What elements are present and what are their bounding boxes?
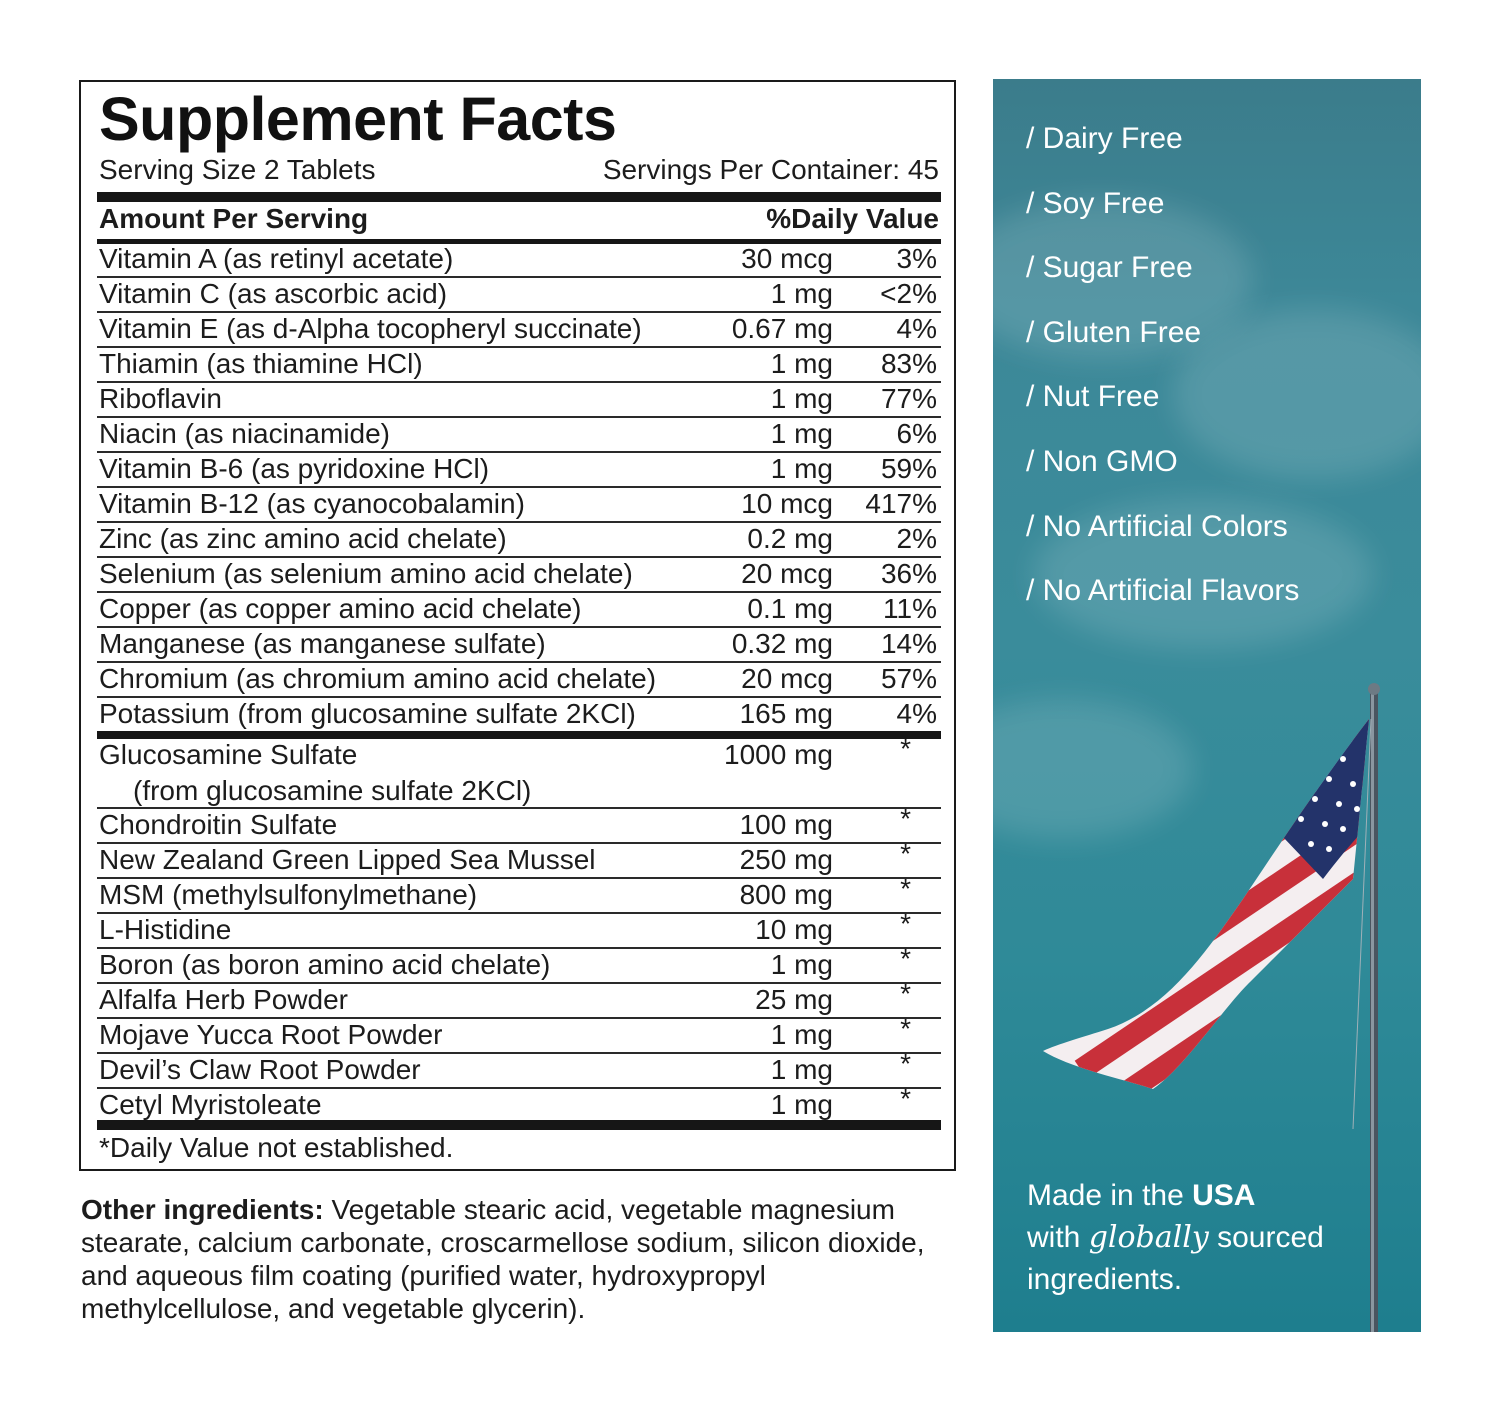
nutrient-name: Selenium (as selenium amino acid chelate) [99,558,633,589]
flag-body [993,621,1421,1152]
ingredient-row [97,1048,941,1089]
ingredient-daily-value: * [900,1083,911,1114]
ingredient-amount: 10 mg [755,914,833,945]
nutrient-amount: 20 mcg [741,663,833,694]
nutrient-row [97,278,941,313]
claim-gluten-free: / Gluten Free [1026,315,1202,349]
nutrient-name: Manganese (as manganese sulfate) [99,628,546,659]
divider-bottom [97,1120,941,1130]
ingredient-daily-value: * [900,943,911,974]
claim-no-artificial-colors: / No Artificial Colors [1026,509,1288,543]
nutrient-name: Potassium (from glucosamine sulfate 2KCl) [99,698,636,729]
nutrient-amount: 1 mg [770,383,833,414]
made-line-3: ingredients. [1027,1263,1183,1296]
nutrient-amount: 1 mg [770,418,833,449]
claim-dairy-free: / Dairy Free [1026,122,1183,155]
ingredient-name: Mojave Yucca Root Powder [99,1019,443,1050]
ingredient-row [97,838,941,879]
ingredient-name: Devil’s Claw Root Powder [99,1054,421,1085]
ingredient-daily-value: * [900,1013,911,1044]
american-flag-image [993,79,1421,1332]
nutrient-amount: 30 mcg [741,243,833,274]
nutrient-name: Riboflavin [99,383,222,414]
made-with: with [1027,1221,1089,1254]
ingredient-amount: 1 mg [770,1089,833,1120]
claim-soy-free: / Soy Free [1026,186,1165,220]
ingredient-row [97,803,941,844]
nutrient-name: Vitamin C (as ascorbic acid) [99,278,448,309]
nutrient-daily-value: 14% [880,628,937,659]
ingredient-name: MSM (methylsulfonylmethane) [99,879,478,910]
nutrient-row [97,488,941,523]
ingredient-row [97,908,941,949]
ingredient-rows [97,733,941,1124]
claim-sugar-free: / Sugar Free [1026,251,1193,285]
ingredient-amount: 100 mg [739,809,833,840]
footnote: *Daily Value not established. [99,1132,454,1163]
ingredient-amount: 800 mg [739,879,833,910]
ingredient-amount: 1000 mg [724,739,833,770]
ingredient-daily-value: * [900,908,911,939]
nutrient-row [97,243,941,278]
made-in-usa-text [1027,1175,1407,1301]
made-usa: USA [1192,1179,1256,1212]
facts-title: Supplement Facts [99,85,617,153]
ingredient-name: Cetyl Myristoleate [99,1089,322,1120]
ingredient-daily-value: * [900,733,911,764]
ingredient-amount: 25 mg [755,984,833,1015]
other-ingredients-label: Other ingredients: [81,1194,324,1225]
nutrient-amount: 165 mg [739,698,833,729]
nutrient-amount: 0.1 mg [747,593,833,624]
nutrient-daily-value: 77% [880,383,937,414]
nutrient-name: Zinc (as zinc amino acid chelate) [99,523,507,554]
amount-per-serving-label: Amount Per Serving [99,203,369,234]
nutrient-amount: 1 mg [770,348,833,379]
made-globally: globally [1088,1220,1209,1255]
nutrient-amount: 20 mcg [741,558,833,589]
made-line-1: Made in the [1027,1179,1193,1212]
nutrient-daily-value: 4% [896,313,937,344]
nutrient-table [97,243,941,1124]
serving-info [99,154,939,186]
nutrient-row [97,453,941,488]
ingredient-amount: 1 mg [770,949,833,980]
ingredient-name: New Zealand Green Lipped Sea Mussel [99,844,596,875]
claim-no-artificial-flavors: / No Artificial Flavors [1026,574,1300,608]
servings-per-container: Servings Per Container: 45 [602,154,939,185]
nutrient-daily-value: 11% [883,593,937,624]
nutrient-daily-value: 4% [896,698,937,729]
nutrient-row [97,628,941,663]
nutrient-name: Vitamin E (as d-Alpha tocopheryl succinate) [99,313,642,344]
nutrient-name: Chromium (as chromium amino acid chelate) [99,663,657,694]
other-ingredients-text: Vegetable stearic acid, vegetable magnesium stearate, calcium carbonate, croscarmellose sodium, silicon dioxide, and aqueous film coating (purified water, hydroxypropyl methylcellulose, and vegetable glycerin). [81,1194,925,1324]
ingredient-name: Glucosamine Sulfate [99,739,358,770]
divider-thick [97,192,941,202]
nutrient-row [97,418,941,453]
nutrient-daily-value: 3% [896,243,937,274]
ingredient-amount: 1 mg [770,1054,833,1085]
claim-non-gmo: / Non GMO [1026,444,1178,478]
nutrient-daily-value: 36% [880,558,937,589]
nutrient-daily-value: 57% [880,663,937,694]
nutrient-amount: 1 mg [770,278,833,309]
claim-nut-free: / Nut Free [1026,380,1160,414]
nutrient-row [97,383,941,418]
nutrient-row [97,698,941,733]
nutrient-name: Vitamin A (as retinyl acetate) [99,243,454,274]
nutrient-amount: 0.67 mg [731,313,833,344]
ingredient-row [97,733,941,809]
nutrient-row [97,523,941,558]
ingredient-row [97,978,941,1019]
ingredient-source: (from glucosamine sulfate 2KCl) [133,775,532,806]
nutrient-daily-value: 59% [880,453,937,484]
ingredient-row [97,1083,941,1124]
nutrient-name: Vitamin B-12 (as cyanocobalamin) [99,488,525,519]
ingredient-row [97,1013,941,1054]
daily-value-label: %Daily Value [766,203,939,234]
ingredient-amount: 250 mg [739,844,833,875]
ingredient-daily-value: * [900,1048,911,1079]
nutrient-daily-value: 417% [865,488,937,519]
nutrient-row [97,558,941,593]
ingredient-name: Chondroitin Sulfate [99,809,338,840]
nutrient-amount: 10 mcg [741,488,833,519]
nutrient-amount: 0.32 mg [731,628,833,659]
serving-size: Serving Size 2 Tablets [99,154,376,185]
nutrient-name: Vitamin B-6 (as pyridoxine HCl) [99,453,490,484]
ingredient-daily-value: * [900,803,911,834]
made-sourced: sourced [1208,1221,1324,1254]
other-ingredients [81,1193,961,1325]
nutrient-daily-value: <2% [880,278,937,309]
nutrient-name: Copper (as copper amino acid chelate) [99,593,582,624]
ingredient-name: L-Histidine [99,914,232,945]
nutrient-name: Niacin (as niacinamide) [99,418,391,449]
nutrient-row [97,663,941,698]
supplement-facts-panel [79,80,956,1171]
ingredient-amount: 1 mg [770,1019,833,1050]
flag-pole-finial [1368,683,1380,695]
ingredient-row [97,873,941,914]
ingredient-daily-value: * [900,873,911,904]
nutrient-amount: 0.2 mg [747,523,833,554]
vitamin-rows [97,243,941,733]
amount-header-row [99,203,939,235]
ingredient-name: Boron (as boron amino acid chelate) [99,949,551,980]
nutrient-name: Thiamin (as thiamine HCl) [99,348,423,379]
nutrient-amount: 1 mg [770,453,833,484]
nutrient-daily-value: 6% [896,418,937,449]
nutrient-row [97,348,941,383]
ingredient-daily-value: * [900,978,911,1009]
nutrient-row [97,313,941,348]
ingredient-name: Alfalfa Herb Powder [99,984,349,1015]
ingredient-daily-value: * [900,838,911,869]
nutrient-daily-value: 83% [880,348,937,379]
ingredient-row [97,943,941,984]
made-in-usa-panel [993,79,1421,1332]
nutrient-daily-value: 2% [896,523,937,554]
nutrient-row [97,593,941,628]
